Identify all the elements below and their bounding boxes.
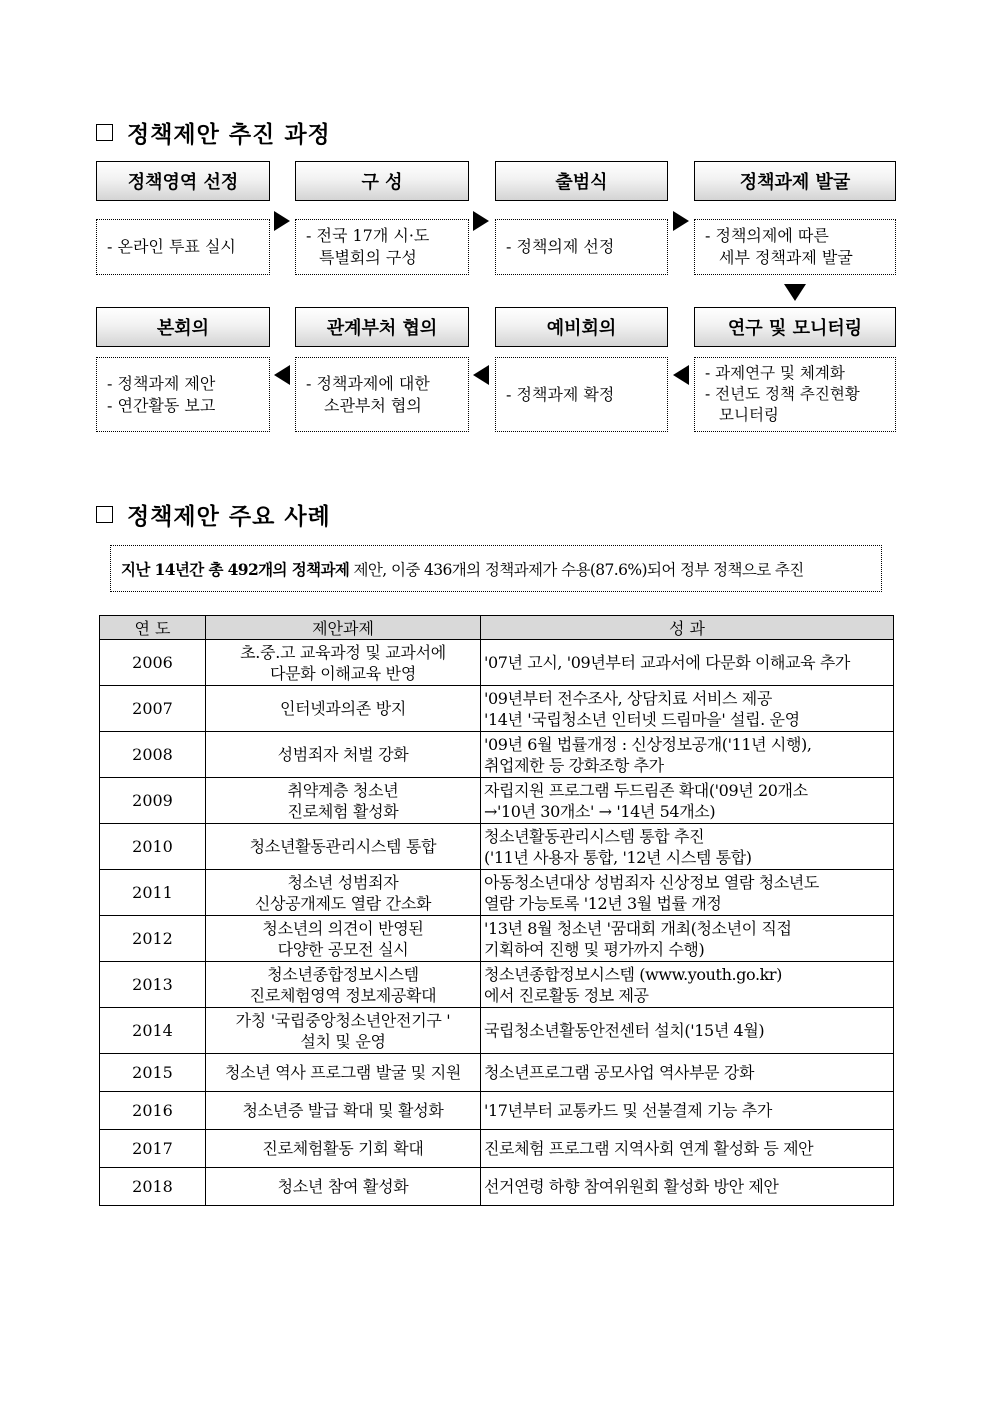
summary-box: [110, 545, 882, 592]
step-header-7: 예비회의: [495, 307, 668, 347]
table-row: 2016 청소년증 발급 확대 및 활성화 '17년부터 교통카드 및 선불결제 기능 추가: [100, 1092, 894, 1130]
cases-title-text: 정책제안 주요 사례: [127, 504, 331, 530]
table-row: 2012 청소년의 의견이 반영된 다양한 공모전 실시 '13년 8월 청소년 '꿈대회 개최(청소년이 직접 기획하여 진행 및 평가까지 수행): [100, 916, 894, 962]
step-header-4: 정책과제 발굴: [694, 161, 896, 201]
step-header-2: 구 성: [295, 161, 469, 201]
table-row: 2006 초.중.고 교육과정 및 교과서에 다문화 이해교육 반영 '07년 고시, '09년부터 교과서에 다문화 이해교육 추가: [100, 640, 894, 686]
step-body-2: - 전국 17개 시·도 특별회의 구성: [295, 219, 469, 275]
table-row: 2007 인터넷과의존 방지 '09년부터 전수조사, 상담치료 서비스 제공 '14년 '국립청소년 인터넷 드림마을' 설립. 운영: [100, 686, 894, 732]
checkbox-square-icon: [96, 124, 113, 141]
checkbox-square-icon: [96, 506, 113, 523]
arrow-down-icon: [784, 284, 806, 301]
step-body-3: - 정책의제 선정: [495, 219, 668, 275]
cases-table: [99, 615, 894, 1206]
step-body-5: - 정책과제 제안 - 연간활동 보고: [96, 357, 270, 432]
step-body-8: - 과제연구 및 체계화 - 전년도 정책 추진현황 모니터링: [694, 357, 896, 432]
table-row: 2009 취약계층 청소년 진로체험 활성화 자립지원 프로그램 두드림존 확대('09년 20개소 →'10년 30개소' → '14년 54개소): [100, 778, 894, 824]
process-title-text: 정책제안 추진 과정: [127, 122, 331, 148]
arrow-right-icon: [673, 211, 689, 231]
table-row: 2010 청소년활동관리시스템 통합 청소년활동관리시스템 통합 추진 ('11년 사용자 통합, '12년 시스템 통합): [100, 824, 894, 870]
step-body-6: - 정책과제에 대한 소관부처 협의: [295, 357, 469, 432]
arrow-right-icon: [274, 211, 290, 231]
step-header-1: 정책영역 선정: [96, 161, 270, 201]
step-header-6: 관계부처 협의: [295, 307, 469, 347]
table-row: 2018 청소년 참여 활성화 선거연령 하향 참여위원회 활성화 방안 제안: [100, 1168, 894, 1206]
table-row: 2017 진로체험활동 기회 확대 진로체험 프로그램 지역사회 연계 활성화 등 제안: [100, 1130, 894, 1168]
table-row: 2011 청소년 성범죄자 신상공개제도 열람 간소화 아동청소년대상 성범죄자 신상정보 열람 청소년도 열람 가능토록 '12년 3월 법률 개정: [100, 870, 894, 916]
col-header-year: 연 도: [100, 616, 206, 640]
arrow-left-icon: [274, 365, 290, 385]
process-section-title: [96, 116, 331, 149]
table-row: 2013 청소년종합정보시스템 진로체험영역 정보제공확대 청소년종합정보시스템 (www.youth.go.kr) 에서 진로활동 정보 제공: [100, 962, 894, 1008]
step-body-7: - 정책과제 확정: [495, 357, 668, 432]
summary-bold: 지난 14년간 총 492개의 정책과제: [121, 559, 350, 579]
table-header-row: [100, 616, 894, 640]
table-row: 2015 청소년 역사 프로그램 발굴 및 지원 청소년프로그램 공모사업 역사부문 강화: [100, 1054, 894, 1092]
col-header-task: 제안과제: [206, 616, 481, 640]
step-body-4: - 정책의제에 따른 세부 정책과제 발굴: [694, 219, 896, 275]
col-header-result: 성 과: [481, 616, 894, 640]
arrow-left-icon: [473, 365, 489, 385]
arrow-left-icon: [673, 365, 689, 385]
cases-section-title: [96, 498, 331, 531]
table-row: 2014 가칭 '국립중앙청소년안전기구 ' 설치 및 운영 국립청소년활동안전센터 설치('15년 4월): [100, 1008, 894, 1054]
step-header-8: 연구 및 모니터링: [694, 307, 896, 347]
step-header-3: 출범식: [495, 161, 668, 201]
summary-text: 제안, 이중 436개의 정책과제가 수용(87.6%)되어 정부 정책으로 추진: [349, 560, 804, 579]
step-body-1: - 온라인 투표 실시: [96, 219, 270, 275]
arrow-right-icon: [473, 211, 489, 231]
step-header-5: 본회의: [96, 307, 270, 347]
table-row: 2008 성범죄자 처벌 강화 '09년 6월 법률개정 : 신상정보공개('11년 시행), 취업제한 등 강화조항 추가: [100, 732, 894, 778]
